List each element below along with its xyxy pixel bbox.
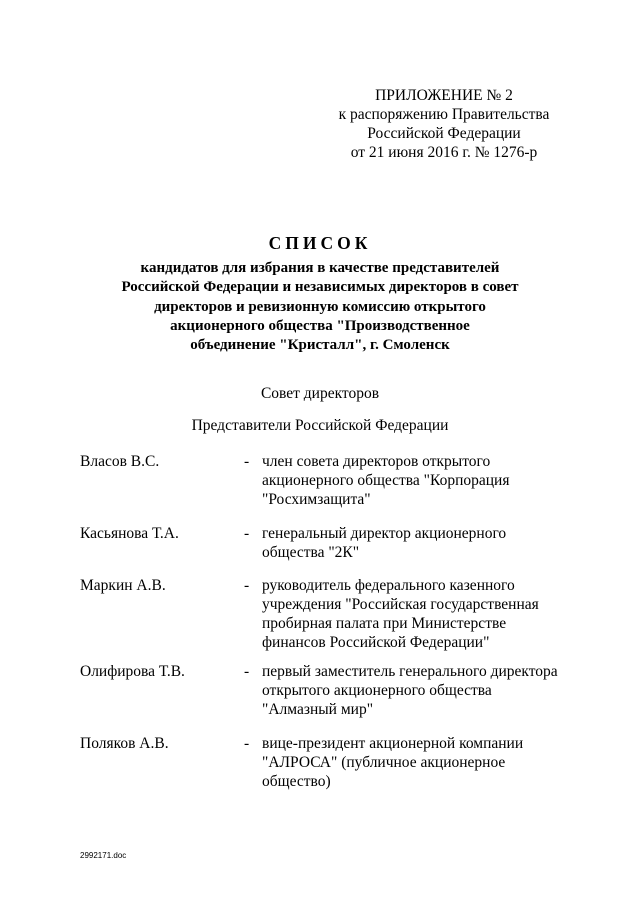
dash-separator: -: [244, 663, 250, 680]
position-line: "АЛРОСА" (публичное акционерное: [262, 754, 506, 771]
position-line: общество): [262, 773, 331, 790]
position-line: "Росхимзащита": [262, 491, 371, 508]
position-line: открытого акционерного общества: [262, 682, 492, 699]
candidate-name: Поляков А.В.: [80, 735, 169, 752]
subsection-title: Представители Российской Федерации: [191, 417, 449, 434]
dash-separator: -: [244, 453, 250, 470]
position-line: финансов Российской Федерации": [262, 634, 490, 651]
candidate-name: Касьянова Т.А.: [80, 525, 179, 542]
candidate-name: Маркин А.В.: [80, 577, 166, 594]
position-line: "Алмазный мир": [262, 701, 374, 718]
position-line: пробирная палата при Министерстве: [262, 615, 507, 632]
candidate-name: Власов В.С.: [80, 453, 160, 470]
appendix-line-1: к распоряжению Правительства: [338, 106, 550, 123]
position-line: руководитель федерального казенного: [262, 577, 515, 594]
position-line: акционерного общества "Корпорация: [262, 472, 510, 489]
subtitle-line: кандидатов для избрания в качестве представителей: [140, 260, 500, 276]
candidate-position: [262, 576, 582, 652]
candidate-position: [262, 734, 582, 791]
section-title: Совет директоров: [260, 385, 380, 402]
position-line: вице-президент акционерной компании: [262, 735, 524, 752]
candidate-position: [262, 524, 582, 562]
position-line: учреждения "Российская государственная: [262, 596, 539, 613]
document-title: СПИСОК: [268, 233, 372, 253]
position-line: первый заместитель генерального директора: [262, 663, 558, 680]
position-line: член совета директоров открытого: [262, 453, 491, 470]
subtitle-line: Российской Федерации и независимых директоров в совет: [121, 279, 519, 296]
file-reference: 2992171.doc: [80, 851, 127, 860]
subtitle-line: объединение "Кристалл", г. Смоленск: [190, 337, 450, 354]
position-line: общества "2К": [262, 544, 360, 561]
subtitle-line: акционерного общества "Производственное: [170, 317, 470, 334]
position-line: генеральный директор акционерного: [262, 525, 507, 542]
appendix-header: [330, 86, 558, 162]
appendix-line-3: от 21 июня 2016 г. № 1276-р: [350, 144, 538, 161]
appendix-line-2: Российской Федерации: [367, 125, 521, 142]
candidate-position: [262, 662, 582, 719]
candidate-position: [262, 452, 582, 509]
subtitle-line: директоров и ревизионную комиссию открытого: [154, 298, 486, 315]
appendix-number: ПРИЛОЖЕНИЕ № 2: [375, 87, 513, 104]
candidate-name: Олифирова Т.В.: [80, 663, 185, 680]
dash-separator: -: [244, 525, 250, 542]
dash-separator: -: [244, 577, 250, 594]
document-subtitle: [100, 259, 540, 355]
dash-separator: -: [244, 735, 250, 752]
